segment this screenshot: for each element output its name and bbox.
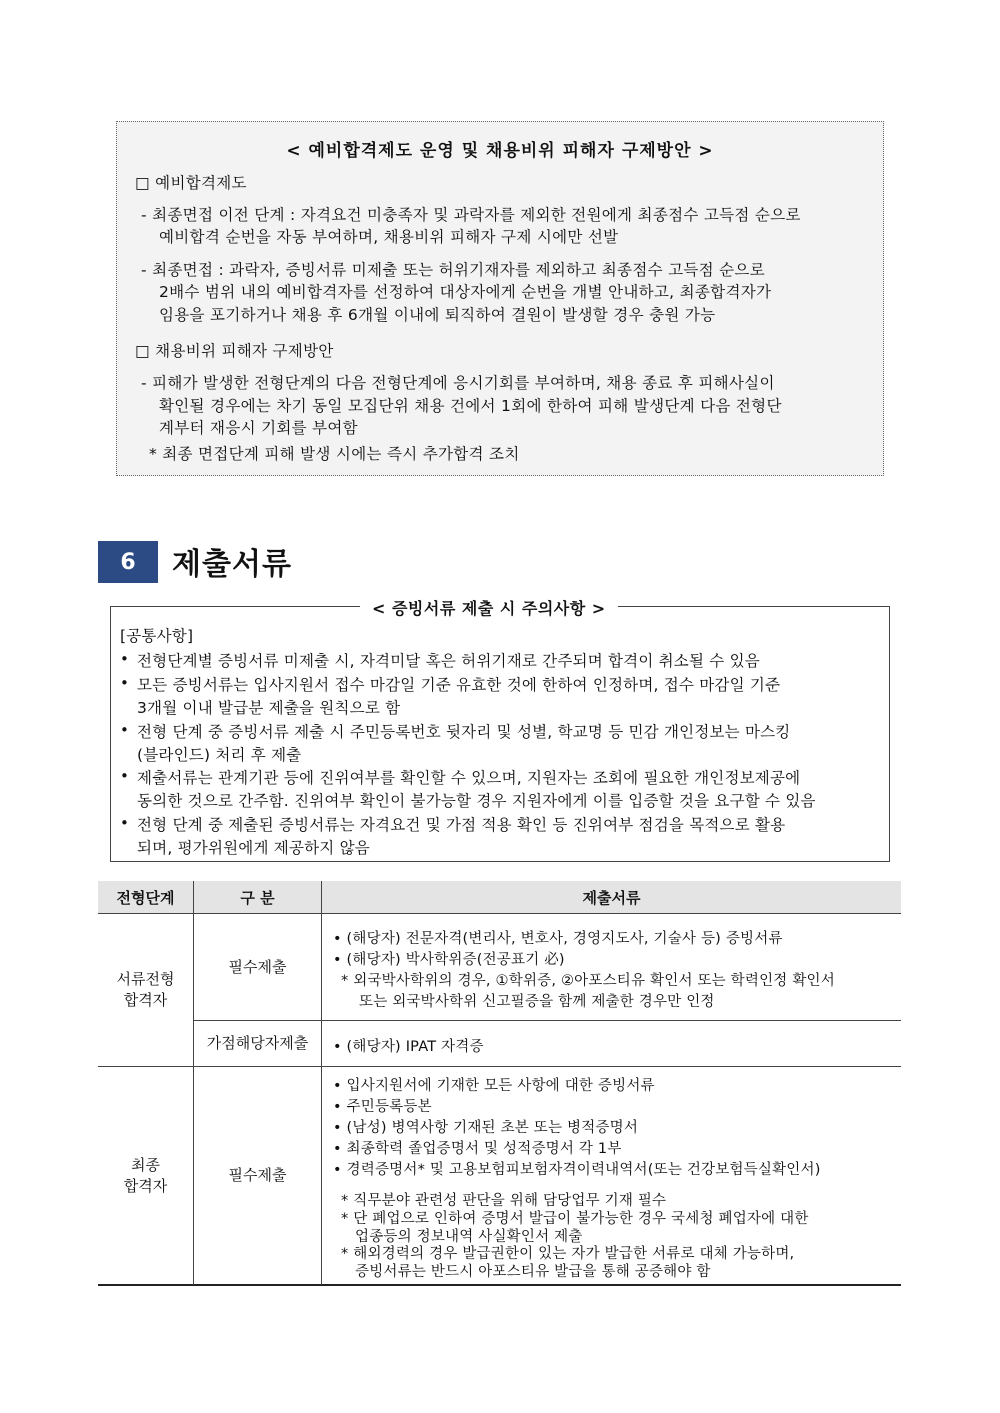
box1-line: - 피해가 발생한 전형단계의 다음 전형단계에 응시기회를 부여하며, 채용 종료 후 피해사실이 xyxy=(141,374,775,392)
required-documents-table xyxy=(98,881,901,1286)
notice-line: (블라인드) 처리 후 제출 xyxy=(137,746,302,764)
box2-title: < 증빙서류 제출 시 주의사항 > xyxy=(360,596,618,619)
document-item: • 입사지원서에 기재한 모든 사항에 대한 증빙서류 xyxy=(333,1078,655,1094)
document-item: • (해당자) 전문자격(변리사, 변호사, 경영지도사, 기술사 등) 증빙서류 xyxy=(333,931,783,947)
document-note: * 직무분야 관련성 판단을 위해 담당업무 기재 필수 xyxy=(341,1193,667,1209)
box1-line: 확인될 경우에는 차기 동일 모집단위 채용 건에서 1회에 한하여 피해 발생단계 다음 전형단 xyxy=(159,397,782,415)
header-stage: 전형단계 xyxy=(116,888,175,907)
notice-line: 전형단계별 증빙서류 미제출 시, 자격미달 혹은 허위기재로 간주되며 합격이 취소될 수 있음 xyxy=(137,652,760,670)
document-item: • 경력증명서* 및 고용보험피보험자격이력내역서(또는 건강보험득실확인서) xyxy=(333,1162,821,1178)
category-required: 필수제출 xyxy=(228,957,287,976)
box1-section1-heading: □ 예비합격제도 xyxy=(135,174,247,192)
bullet: • xyxy=(120,814,129,832)
bullet: • xyxy=(120,767,129,785)
box1-line: 계부터 재응시 기회를 부여함 xyxy=(159,419,358,437)
document-notice-box xyxy=(110,606,890,862)
common-heading: [공통사항] xyxy=(120,627,194,645)
category-bonus: 가점해당자제출 xyxy=(206,1034,309,1052)
document-item: • (해당자) IPAT 자격증 xyxy=(333,1039,484,1055)
header-documents: 제출서류 xyxy=(582,888,641,907)
box1-line: 2배수 범위 내의 예비합격자를 선정하여 대상자에게 순번을 개별 안내하고, 최종합격자가 xyxy=(159,283,772,301)
box1-line: 예비합격 순번을 자동 부여하며, 채용비위 피해자 구제 시에만 선발 xyxy=(159,228,619,246)
document-item: • (남성) 병역사항 기재된 초본 또는 병적증명서 xyxy=(333,1120,639,1136)
bullet: • xyxy=(120,674,129,692)
box1-line: - 최종면접 : 과락자, 증빙서류 미제출 또는 허위기재자를 제외하고 최종점수 고득점 순으로 xyxy=(141,261,765,279)
box1-note: * 최종 면접단계 피해 발생 시에는 즉시 추가합격 조치 xyxy=(149,445,520,463)
notice-line: 전형 단계 중 증빙서류 제출 시 주민등록번호 뒷자리 및 성별, 학교명 등 민감 개인정보는 마스킹 xyxy=(137,723,791,741)
document-note: 업종등의 정보내역 사실확인서 제출 xyxy=(355,1229,583,1245)
box1-line: - 최종면접 이전 단계 : 자격요건 미충족자 및 과락자를 제외한 전원에게 최종점수 고득점 순으로 xyxy=(141,206,801,224)
bullet: • xyxy=(120,721,129,739)
section-title: 제출서류 xyxy=(172,547,292,582)
notice-line: 되며, 평가위원에게 제공하지 않음 xyxy=(137,839,370,857)
table-rule xyxy=(98,1284,901,1286)
notice-line: 제출서류는 관계기관 등에 진위여부를 확인할 수 있으며, 지원자는 조회에 필요한 개인정보제공에 xyxy=(137,769,801,787)
notice-line: 동의한 것으로 간주함. 진위여부 확인이 불가능할 경우 지원자에게 이를 입증할 것을 요구할 수 있음 xyxy=(137,792,816,810)
notice-line: 3개월 이내 발급분 제출을 원칙으로 함 xyxy=(137,699,401,717)
document-note: * 단 폐업으로 인하여 증명서 발급이 불가능한 경우 국세청 폐업자에 대한 xyxy=(341,1211,809,1227)
bullet: • xyxy=(120,650,129,668)
table-divider xyxy=(321,881,322,1285)
document-item: • 최종학력 졸업증명서 및 성적증명서 각 1부 xyxy=(333,1141,622,1157)
document-note: 증빙서류는 반드시 아포스티유 발급을 통해 공증해야 함 xyxy=(355,1264,711,1280)
box1-line: 임용을 포기하거나 채용 후 6개월 이내에 퇴직하여 결원이 발생할 경우 충원 가능 xyxy=(159,306,716,324)
document-note: * 해외경력의 경우 발급권한이 있는 자가 발급한 서류로 대체 가능하며, xyxy=(341,1246,795,1262)
stage-final: 최종 합격자 xyxy=(123,1155,168,1195)
notice-line: 모든 증빙서류는 입사지원서 접수 마감일 기준 유효한 것에 한하여 인정하며, 접수 마감일 기준 xyxy=(137,676,781,694)
section-number-badge: 6 xyxy=(98,541,158,583)
box1-section2-heading: □ 채용비위 피해자 구제방안 xyxy=(135,342,334,360)
document-item: • 주민등록등본 xyxy=(333,1099,432,1115)
document-item: • (해당자) 박사학위증(전공표기 必) xyxy=(333,952,565,968)
header-category: 구 분 xyxy=(240,888,275,907)
category-required: 필수제출 xyxy=(228,1166,287,1184)
box1-title: < 예비합격제도 운영 및 채용비위 피해자 구제방안 > xyxy=(286,141,714,161)
recruitment-policy-box xyxy=(116,121,884,476)
document-note: 또는 외국박사학위 신고필증을 함께 제출한 경우만 인정 xyxy=(359,994,715,1010)
notice-line: 전형 단계 중 제출된 증빙서류는 자격요건 및 가점 적용 확인 등 진위여부 점검을 목적으로 활용 xyxy=(137,816,786,834)
document-note: * 외국박사학위의 경우, ①학위증, ②아포스티유 확인서 또는 학력인정 확인서 xyxy=(341,973,835,989)
stage-document-screening: 서류전형 합격자 xyxy=(116,970,175,1009)
